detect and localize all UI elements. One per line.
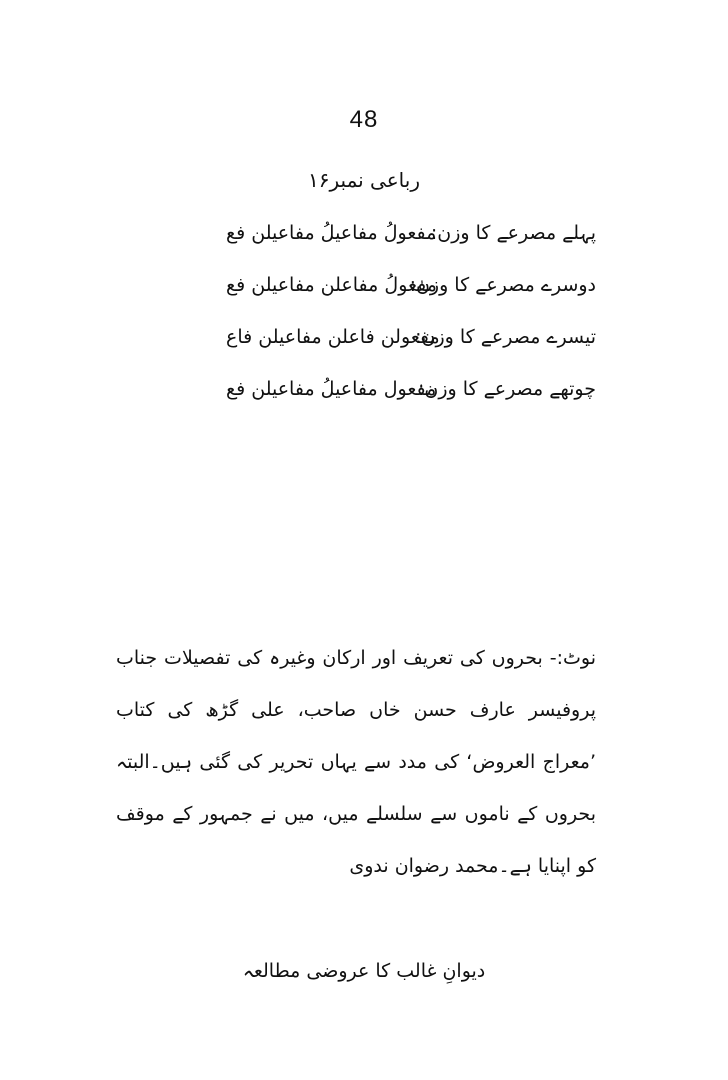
meter-label: تیسرے مصرعے کا وزن:: [415, 326, 596, 348]
meter-row-3: [226, 326, 596, 360]
meter-label: دوسرے مصرعے کا وزن:: [409, 274, 596, 296]
meter-label: پہلے مصرعے کا وزن:: [430, 222, 596, 244]
meter-row-4: [226, 378, 596, 412]
page-footer: دیوانِ غالب کا عروضی مطالعہ: [242, 960, 486, 982]
page-number: 48: [349, 106, 379, 133]
note-paragraph: نوٹ:- بحروں کی تعریف اور ارکان وغیرہ کی تفصیلات جناب پروفیسر عارف حسن خاں صاحب، علی گڑھ کی کتاب ’معراج العروض‘ کی مدد سے یہاں تحریر کی گئی ہیں۔البتہ بحروں کے ناموں سے سلسلے میں، میں نے جمہور کے موقف کو اپنایا ہے۔محمد رضوان ندوی: [116, 647, 596, 877]
meter-value: مفعولُ مفاعلن مفاعیلن فع: [226, 274, 437, 296]
meter-value: مفعولُ مفاعیلُ مفاعیلن فع: [226, 222, 437, 244]
section-heading: رباعی نمبر۱۶: [308, 168, 420, 192]
meter-label: چوتھے مصرعے کا وزن:: [417, 378, 596, 400]
meter-value: مفعولن فاعلن مفاعیلن فاع: [226, 326, 440, 348]
meter-row-1: [226, 222, 596, 256]
meter-row-2: [226, 274, 596, 308]
meter-value: مفعول مفاعیلُ مفاعیلن فع: [226, 378, 437, 400]
